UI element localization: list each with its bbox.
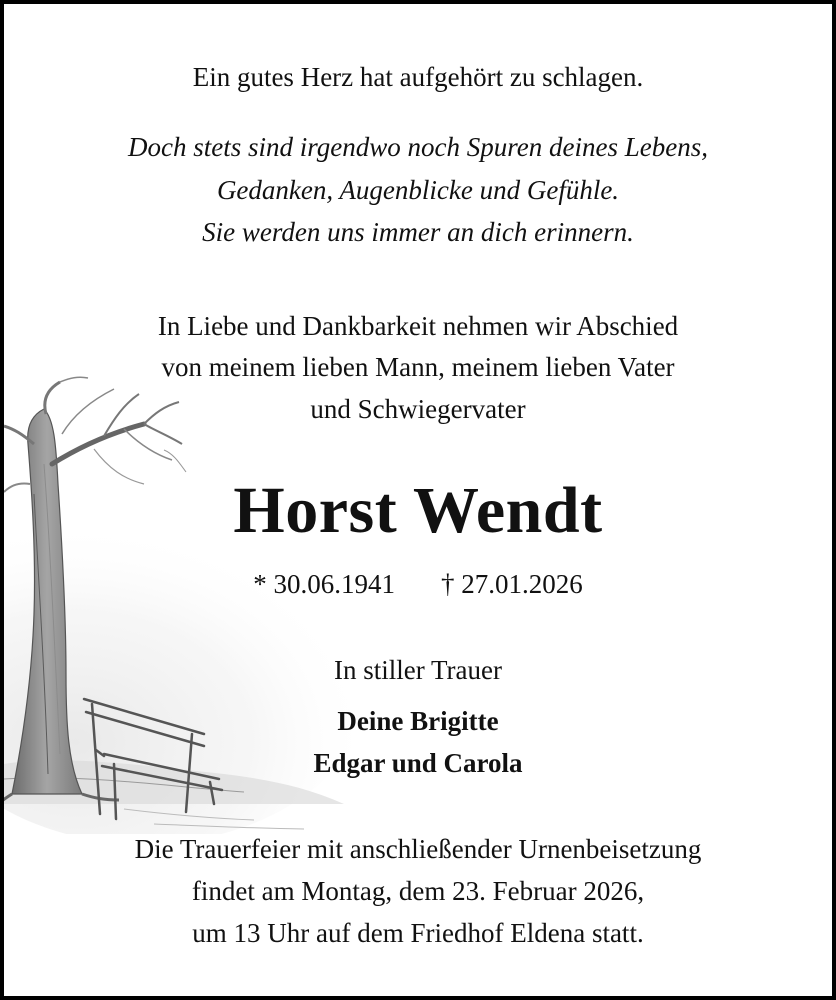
death-date: † 27.01.2026 bbox=[441, 569, 583, 599]
verse-line-3: Sie werden uns immer an dich erinnern. bbox=[202, 217, 634, 247]
service-line-2: findet am Montag, dem 23. Februar 2026, bbox=[191, 876, 645, 906]
verse-line-1: Doch stets sind irgendwo noch Spuren deines Lebens, bbox=[128, 132, 708, 162]
birth-date: * 30.06.1941 bbox=[253, 569, 395, 599]
service-line-1: Die Trauerfeier mit anschließender Urnenbeisetzung bbox=[134, 834, 702, 864]
life-dates bbox=[4, 569, 832, 599]
verse-line-2: Gedanken, Augenblicke und Gefühle. bbox=[216, 175, 620, 205]
opening-line: Ein gutes Herz hat aufgehört zu schlagen. bbox=[192, 62, 644, 92]
mourner-2: Edgar und Carola bbox=[313, 748, 523, 778]
mourning-intro: In stiller Trauer bbox=[334, 655, 502, 685]
deceased-name: Horst Wendt bbox=[233, 474, 603, 547]
farewell-line-2: von meinem lieben Mann, meinem lieben Vater bbox=[161, 352, 675, 382]
farewell-line-3: und Schwiegervater bbox=[310, 394, 526, 424]
mourner-1: Deine Brigitte bbox=[337, 706, 499, 736]
farewell-line-1: In Liebe und Dankbarkeit nehmen wir Abschied bbox=[157, 311, 679, 341]
service-line-3: um 13 Uhr auf dem Friedhof Eldena statt. bbox=[192, 918, 644, 948]
